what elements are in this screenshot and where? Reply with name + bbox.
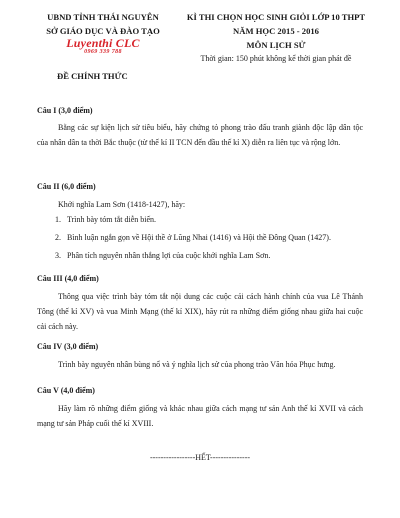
- subject: MÔN LỊCH SỬ: [246, 40, 306, 50]
- question-1-title: Câu I (3,0 điểm): [37, 106, 93, 115]
- question-3-text: Thông qua việc trình bày tóm tắt nội dung các cuộc cải cách hành chính của vua Lê Thánh Tông (thế kỉ XV) và vua Minh Mạng (thế kỉ XIX), hãy rút ra những điểm giống nhau giữa hai cuộc cải cách này.: [37, 292, 363, 331]
- question-2-item: [55, 251, 270, 260]
- issuer-block: [30, 10, 176, 38]
- question-3-title: Câu III (4,0 điểm): [37, 274, 99, 283]
- exam-title: KÌ THI CHỌN HỌC SINH GIỎI LỚP 10 THPT: [186, 12, 366, 22]
- stamp-name: Luyenthi CLC: [66, 36, 140, 50]
- question-4-title: Câu IV (3,0 điểm): [37, 342, 99, 351]
- item-number: 3.: [55, 251, 61, 260]
- question-2-title: Câu II (6,0 điểm): [37, 182, 96, 191]
- end-marker: -----------------HẾT---------------: [149, 453, 251, 462]
- item-text: Trình bày tóm tắt diễn biến.: [67, 215, 157, 224]
- time-limit: Thời gian: 150 phút không kể thời gian phát đề: [200, 54, 352, 63]
- exam-info-block: [176, 10, 376, 65]
- item-text: Phân tích nguyên nhân thắng lợi của cuộc khởi nghĩa Lam Sơn.: [67, 251, 271, 260]
- question-5-title: Câu V (4,0 điểm): [37, 386, 95, 395]
- question-2-text: Khởi nghĩa Lam Sơn (1418-1427), hãy:: [58, 200, 186, 209]
- item-number: 1.: [55, 215, 61, 224]
- question-5-text: Hãy làm rõ những điểm giống và khác nhau giữa cách mạng tư sản Anh thế kỉ XVII và cách mạng tư sản Pháp cuối thế kỉ XVIII.: [37, 404, 363, 428]
- issuer-province: UBND TỈNH THÁI NGUYÊN: [47, 12, 159, 22]
- official-label: ĐỀ CHÍNH THỨC: [57, 71, 128, 81]
- watermark-stamp: [58, 37, 148, 56]
- issuer-department: SỞ GIÁO DỤC VÀ ĐÀO TẠO: [46, 26, 160, 36]
- school-year: NĂM HỌC 2015 - 2016: [233, 26, 319, 36]
- question-2-item: [55, 233, 331, 242]
- item-number: 2.: [55, 233, 61, 242]
- stamp-phone: 0969 339 788: [84, 49, 122, 55]
- question-4-text: Trình bày nguyên nhân bùng nổ và ý nghĩa lịch sử của phong trào Văn hóa Phục hưng.: [58, 360, 336, 369]
- item-text: Bình luận ngắn gọn về Hội thề ở Lũng Nhai (1416) và Hội thề Đông Quan (1427).: [67, 233, 331, 242]
- question-1-text: Bằng các sự kiện lịch sử tiêu biểu, hãy chứng tỏ phong trào đấu tranh giành độc lập dân tộc của nhân dân ta thời Bắc thuộc (từ thế kỉ II TCN đến đầu thế kỉ X) diễn ra liên tục và rộng lớn.: [37, 123, 363, 147]
- question-2-item: [55, 215, 156, 224]
